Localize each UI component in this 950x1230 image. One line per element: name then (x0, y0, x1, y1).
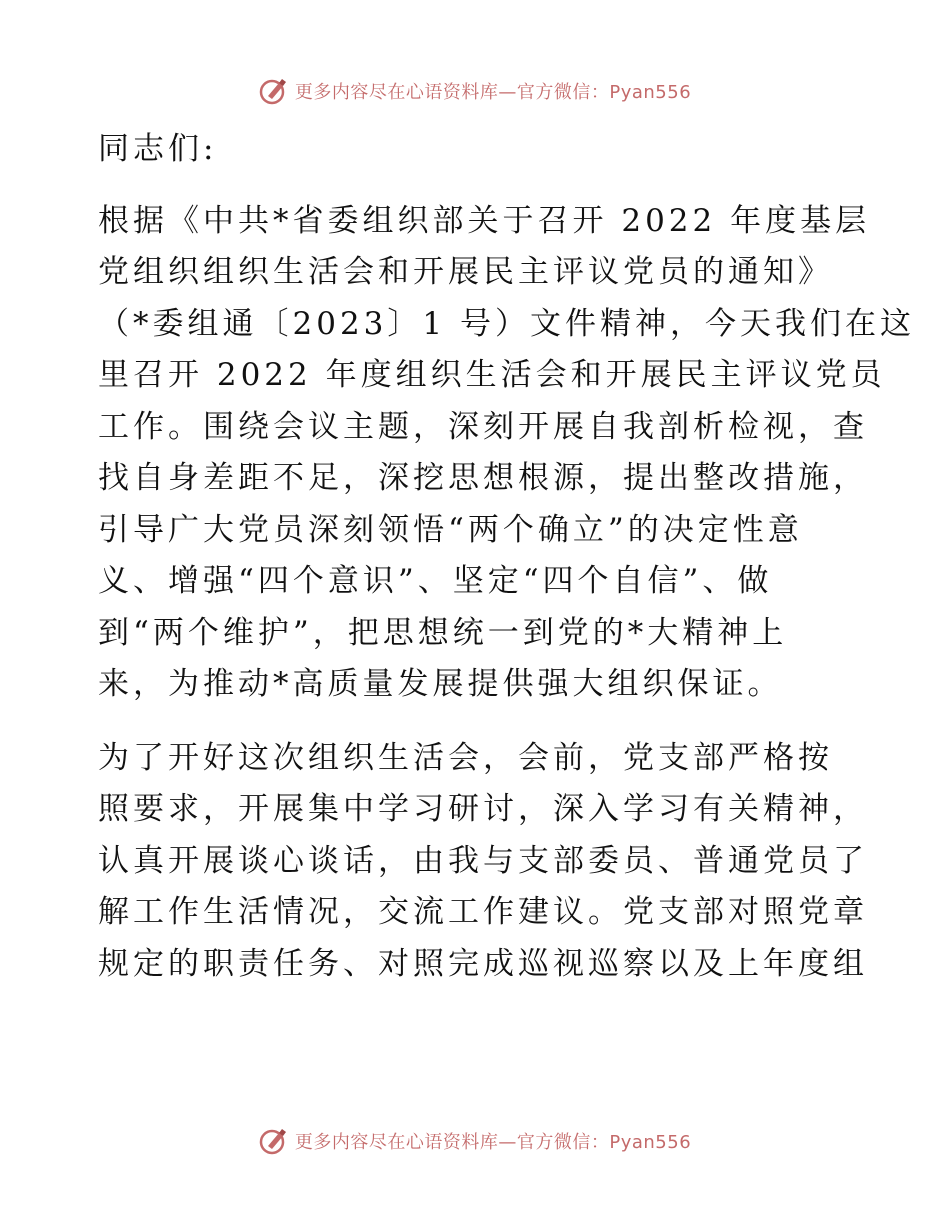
paragraph-line: 引导广大党员深刻领悟“两个确立”的决定性意 (98, 511, 803, 548)
paragraph-line: 认真开展谈心谈话，由我与支部委员、普通党员了 (98, 842, 868, 879)
footer-watermark (0, 1126, 950, 1156)
paragraph-line: 来，为推动*高质量发展提供强大组织保证。 (98, 666, 783, 702)
paragraph-line: 照要求，开展集中学习研讨，深入学习有关精神， (98, 791, 868, 827)
paragraph-line: 解工作生活情况，交流工作建议。党支部对照党章 (98, 894, 868, 930)
header-watermark (0, 76, 950, 106)
paragraph-1 (98, 196, 915, 711)
document-body (98, 124, 915, 990)
paragraph-line: 党组织组织生活会和开展民主评议党员的通知》 (98, 254, 833, 290)
paragraph-line: 义、增强“四个意识”、坚定“四个自信”、做 (98, 563, 773, 599)
watermark-text: 更多内容尽在心语资料库—官方微信：Pyan556 (294, 1132, 692, 1153)
paragraph-line: 规定的职责任务、对照完成巡视巡察以及上年度组 (98, 945, 868, 982)
watermark-text: 更多内容尽在心语资料库—官方微信：Pyan556 (294, 82, 692, 103)
salutation: 同志们: (98, 131, 218, 167)
paragraph-2 (98, 733, 878, 991)
paragraph-line: 为了开好这次组织生活会，会前，党支部严格按 (98, 739, 833, 776)
paragraph-line: （*委组通〔2023〕1 号）文件精神，今天我们在这 (98, 305, 915, 342)
logo-pen-icon (259, 76, 289, 106)
logo-pen-icon (259, 1126, 289, 1156)
paragraph-line: 到“两个维护”，把思想统一到党的*大精神上 (98, 614, 788, 651)
paragraph-line: 找自身差距不足，深挖思想根源，提出整改措施， (98, 460, 868, 496)
paragraph-line: 根据《中共*省委组织部关于召开 2022 年度基层 (98, 202, 871, 239)
paragraph-line: 里召开 2022 年度组织生活会和开展民主评议党员 (98, 357, 886, 393)
paragraph-line: 工作。围绕会议主题，深刻开展自我剖析检视，查 (98, 408, 868, 445)
